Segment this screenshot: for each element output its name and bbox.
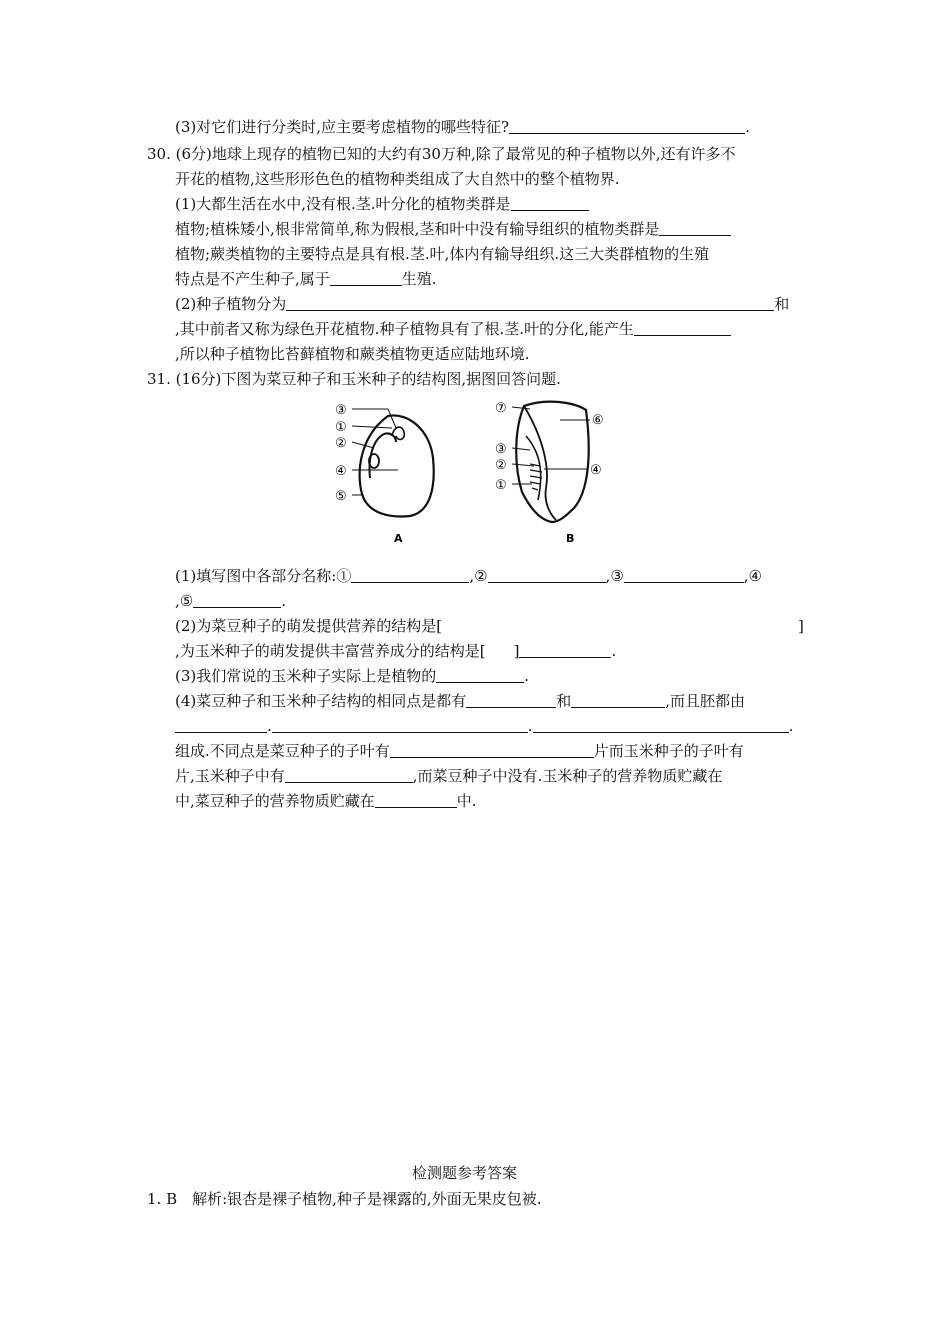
q31-p2-line2: ,为玉米种子的萌发提供丰富营养成分的结构是[ ] . [175, 642, 617, 660]
answer-blank [390, 743, 594, 758]
answer-blank [375, 793, 457, 808]
corn-scutellum [526, 436, 541, 500]
answer-blank [466, 693, 556, 708]
fig-a-label-1: ② [335, 436, 347, 451]
answer-blank [272, 718, 528, 733]
answer-1: 1. B 解析:银杏是裸子植物,种子是裸露的,外面无果皮包被. [147, 1190, 542, 1208]
q31-p4-line3: 组成.不同点是菜豆种子的子叶有 片而玉米种子的子叶有 [175, 742, 744, 760]
q30-p1-line2: 植物;植株矮小,根非常简单,称为假根,茎和叶中没有输导组织的植物类群是 [175, 218, 731, 240]
q31-p1-line2: ,⑤ . [175, 592, 286, 610]
fig-b-label-3: ③ [495, 442, 507, 457]
bean-seed-diagram [330, 396, 450, 548]
q30-p2-line2: ,其中前者又称为绿色开花植物.种子植物具有了根.茎.叶的分化,能产生 [175, 318, 731, 340]
answer-blank [330, 271, 402, 286]
fig-b-label-6: ⑥ [592, 413, 604, 428]
fig-b-caption: B [566, 532, 575, 545]
fig-a-caption: A [394, 532, 403, 545]
fig-a-label-3: ① [335, 420, 347, 435]
answer-blank [634, 321, 731, 336]
answer-blank [624, 568, 744, 583]
q29-part3: (3)对它们进行分类时,应主要考虑植物的哪些特征? . [175, 118, 750, 136]
fig-b-label-7: ⑦ [495, 401, 507, 416]
answer-blank [175, 718, 267, 733]
q31-p4-line4: 片,玉米种子中有 ,而菜豆种子中没有.玉米种子的营养物质贮藏在 [175, 767, 723, 785]
q31-p4-line5: 中,菜豆种子的营养物质贮藏在 中. [175, 792, 477, 810]
fig-a-label-2: ③ [335, 403, 347, 418]
q30-p2-line3: ,所以种子植物比苔藓植物和蕨类植物更适应陆地环境. [175, 345, 530, 363]
bean-embryo-curve [370, 433, 396, 478]
answer-blank [436, 668, 524, 683]
answer-blank [511, 196, 589, 211]
fig-b-label-4: ④ [590, 463, 602, 478]
fig-a-label-4: ④ [335, 464, 347, 479]
answer-blank [571, 693, 665, 708]
answer-blank [533, 718, 789, 733]
corn-seed-diagram [490, 396, 630, 548]
fig-a-label-5: ⑤ [335, 489, 347, 504]
q31-p4-line1: (4)菜豆种子和玉米种子结构的相同点是都有 和 ,而且胚都由 [175, 692, 746, 710]
answer-blank [488, 568, 606, 583]
q30-p1-line4: 特点是不产生种子,属于 生殖. [175, 270, 437, 288]
fig-b-label-2: ② [495, 458, 507, 473]
answer-blank [193, 593, 281, 608]
answer-blank [285, 768, 413, 783]
q31-p3: (3)我们常说的玉米种子实际上是植物的 . [175, 667, 530, 685]
q30-p1-line1: (1)大都生活在水中,没有根.茎.叶分化的植物类群是 [175, 193, 589, 215]
answer-blank [509, 119, 745, 134]
q30-heading: 30. (6分)地球上现存的植物已知的大约有30万种,除了最常见的种子植物以外,还有许多不 [147, 145, 736, 163]
q31-heading: 31. (16分)下图为菜豆种子和玉米种子的结构图,据图回答问题. [147, 370, 561, 388]
q31-p2-line1: (2)为菜豆种子的萌发提供营养的结构是[ [175, 617, 443, 635]
q30-line2: 开花的植物,这些形形色色的植物种类组成了大自然中的整个植物界. [175, 170, 620, 188]
answer-blank [286, 296, 774, 311]
q31-p4-line2: . . . [175, 715, 793, 737]
q30-p1-line3: 植物;蕨类植物的主要特点是具有根.茎.叶,体内有输导组织.这三大类群植物的生殖 [175, 245, 710, 263]
q31-p2-bracket-close: ] [798, 617, 804, 635]
q31-p1-line1: (1)填写图中各部分名称:① ,② ,③ ,④ [175, 567, 762, 585]
answers-title: 检测题参考答案 [412, 1164, 518, 1182]
answer-blank [519, 643, 611, 658]
answer-blank [659, 221, 731, 236]
answer-blank [351, 568, 469, 583]
q30-p2-line1: (2)种子植物分为 和 [175, 295, 790, 313]
fig-b-label-1: ① [495, 478, 507, 493]
